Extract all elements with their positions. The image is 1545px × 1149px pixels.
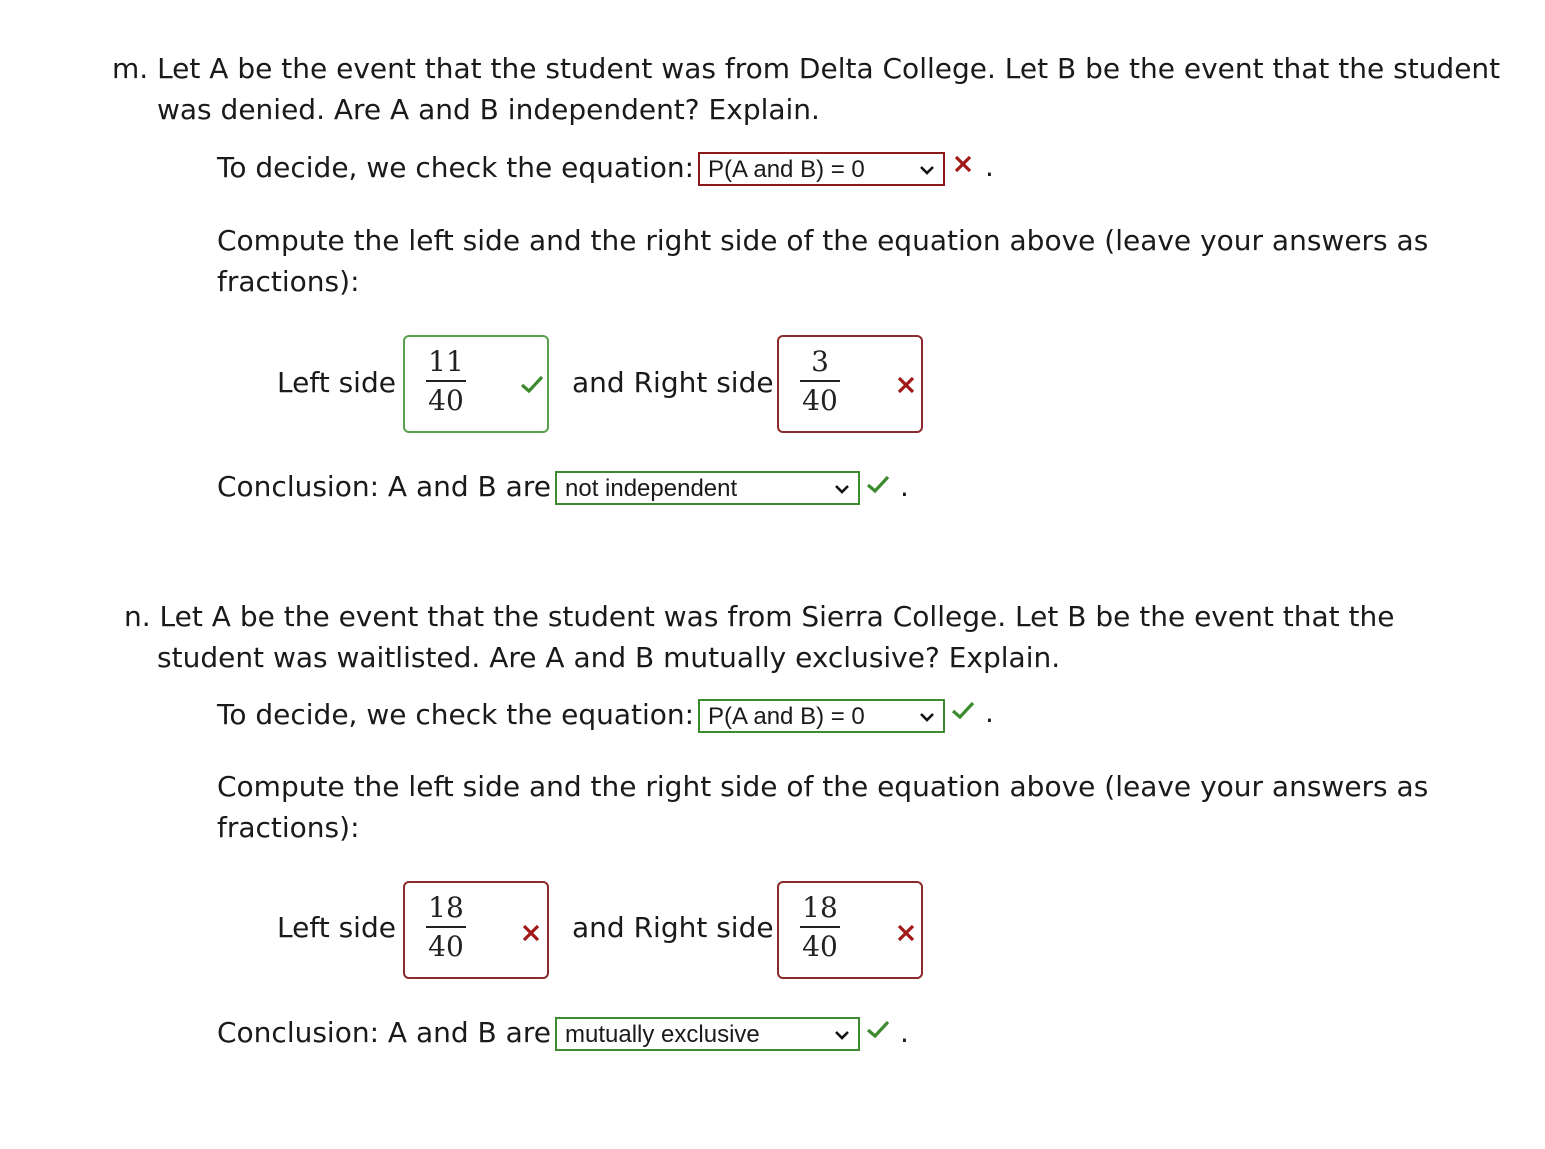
part-m-right-label: and Right side	[572, 366, 774, 399]
part-n-left-answer-box[interactable]	[403, 881, 549, 979]
part-n-right-label: and Right side	[572, 911, 774, 944]
chevron-down-icon	[919, 711, 935, 723]
part-n-left-label: Left side	[277, 911, 396, 944]
numerator: 11	[428, 345, 464, 378]
part-m-conclusion-label: Conclusion: A and B are	[217, 470, 551, 503]
part-n-equation-select[interactable]	[698, 699, 945, 733]
fraction-bar	[800, 380, 840, 382]
denominator: 40	[802, 930, 838, 963]
fraction-bar	[426, 926, 466, 928]
part-n-question-line-2: student was waitlisted. Are A and B mutually exclusive? Explain.	[157, 641, 1061, 674]
part-n-conclusion-label: Conclusion: A and B are	[217, 1016, 551, 1049]
correct-check-icon	[519, 373, 545, 395]
part-n-question-line-1: n. Let A be the event that the student was from Sierra College. Let B be the event that the	[124, 600, 1395, 633]
fraction-bar	[426, 380, 466, 382]
fraction-bar	[800, 926, 840, 928]
chevron-down-icon	[834, 483, 850, 495]
part-m-question-line-2: was denied. Are A and B independent? Explain.	[157, 93, 820, 126]
part-m-left-answer-box[interactable]	[403, 335, 549, 433]
correct-check-icon	[950, 699, 976, 721]
denominator: 40	[802, 384, 838, 417]
part-n-right-answer-box[interactable]	[777, 881, 923, 979]
part-n-compute-line-2: fractions):	[217, 811, 360, 844]
incorrect-x-icon	[521, 923, 541, 943]
correct-check-icon	[865, 1018, 891, 1040]
part-n-conclusion-select[interactable]	[555, 1017, 860, 1051]
part-m-equation-value: P(A and B) = 0	[708, 156, 865, 183]
part-m-check-label: To decide, we check the equation:	[217, 151, 695, 184]
part-m-compute-line-1: Compute the left side and the right side of the equation above (leave your answers as	[217, 224, 1429, 257]
denominator: 40	[428, 930, 464, 963]
period: .	[900, 1016, 909, 1049]
incorrect-x-icon	[953, 154, 973, 174]
part-m-right-answer-box[interactable]	[777, 335, 923, 433]
part-m-left-label: Left side	[277, 366, 396, 399]
denominator: 40	[428, 384, 464, 417]
period: .	[900, 470, 909, 503]
part-n-right-fraction	[800, 893, 840, 962]
chevron-down-icon	[834, 1029, 850, 1041]
part-n-compute-line-1: Compute the left side and the right side of the equation above (leave your answers as	[217, 770, 1429, 803]
part-n-left-fraction	[426, 893, 466, 962]
part-n-equation-value: P(A and B) = 0	[708, 703, 865, 730]
part-m-conclusion-value: not independent	[565, 475, 738, 502]
incorrect-x-icon	[896, 923, 916, 943]
part-m-equation-select[interactable]	[698, 152, 945, 186]
numerator: 3	[811, 345, 829, 378]
part-n-check-label: To decide, we check the equation:	[217, 698, 695, 731]
part-m-compute-line-2: fractions):	[217, 265, 360, 298]
chevron-down-icon	[919, 164, 935, 176]
part-m-question-line-1: m. Let A be the event that the student was from Delta College. Let B be the event that the student	[112, 52, 1501, 85]
part-n-conclusion-value: mutually exclusive	[565, 1021, 760, 1048]
numerator: 18	[802, 891, 838, 924]
correct-check-icon	[865, 473, 891, 495]
incorrect-x-icon	[896, 375, 916, 395]
part-m-conclusion-select[interactable]	[555, 471, 860, 505]
period: .	[985, 696, 994, 729]
numerator: 18	[428, 891, 464, 924]
period: .	[985, 150, 994, 183]
part-m-left-fraction	[426, 347, 466, 416]
part-m-right-fraction	[800, 347, 840, 416]
